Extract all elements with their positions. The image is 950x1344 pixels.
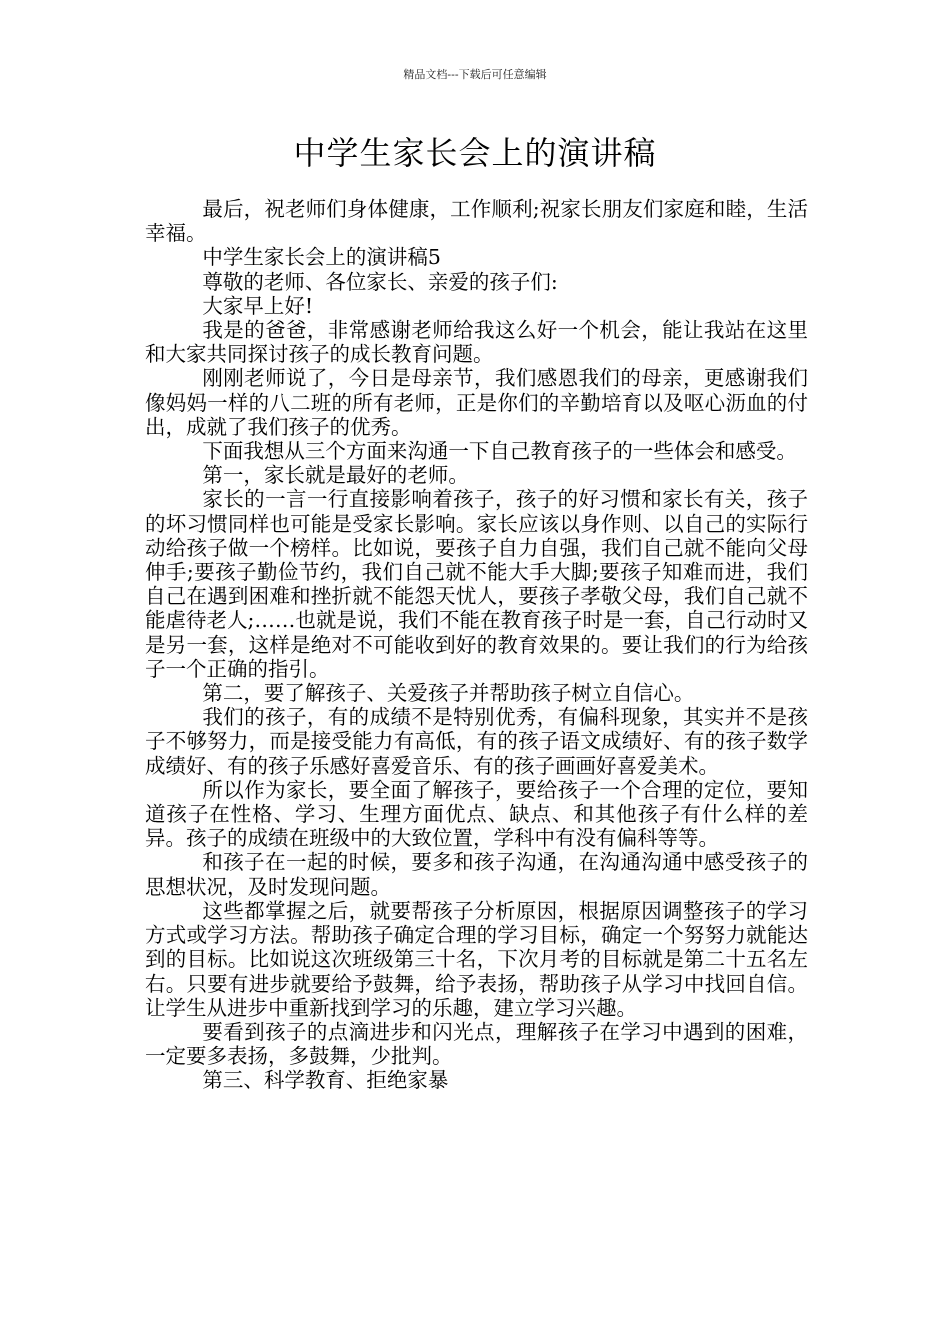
paragraph: 第三、科学教育、拒绝家暴 — [202, 1068, 449, 1093]
paragraph: 我是的爸爸，非常感谢老师给我这么好一个机会，能让我站在这里和大家共同探讨孩子的成长教育问题。 — [145, 318, 808, 367]
paragraph: 我们的孩子，有的成绩不是特别优秀，有偏科现象，其实并不是孩子不够努力，而是接受能力有高低，有的孩子语文成绩好、有的孩子数学成绩好、有的孩子乐感好喜爱音乐、有的孩子画画好喜爱美术。 — [145, 705, 808, 778]
header-note: 精品文档---下载后可任意编辑 — [403, 68, 547, 81]
paragraph: 下面我想从三个方面来沟通一下自己教育孩子的一些体会和感受。 — [202, 439, 797, 464]
paragraph: 最后，祝老师们身体健康，工作顺利;祝家长朋友们家庭和睦，生活幸福。 — [145, 197, 808, 246]
paragraph: 家长的一言一行直接影响着孩子，孩子的好习惯和家长有关，孩子的坏习惯同样也可能是受家长影响。家长应该以身作则、以自己的实际行动给孩子做一个榜样。比如说，要孩子自力自强，我们自己就不能向父母伸手;要孩子勤俭节约，我们自己就不能大手大脚;要孩子知难而进，我们自己在遇到困难和挫折就不能怨天忧人，要孩子孝敬父母，我们自己就不能虐待老人;……也就是说，我们不能在教育孩子时是一套，自己行动时又是另一套，这样是绝对不可能收到好的教育效果的。要让我们的行为给孩子一个正确的指引。 — [145, 487, 808, 681]
paragraph: 第二，要了解孩子、关爱孩子并帮助孩子树立自信心。 — [202, 681, 695, 706]
paragraph: 第一，家长就是最好的老师。 — [202, 463, 469, 488]
paragraph: 这些都掌握之后，就要帮孩子分析原因，根据原因调整孩子的学习方式或学习方法。帮助孩子确定合理的学习目标，确定一个努努力就能达到的目标。比如说这次班级第三十名，下次月考的目标就是第二十五名左右。只要有进步就要给予鼓舞，给予表扬，帮助孩子从学习中找回自信。让学生从进步中重新找到学习的乐趣，建立学习兴趣。 — [145, 898, 808, 1020]
paragraph: 大家早上好! — [202, 293, 314, 318]
paragraph: 要看到孩子的点滴进步和闪光点，理解孩子在学习中遇到的困难，一定要多表扬，多鼓舞，少批判。 — [145, 1019, 808, 1069]
paragraph: 中学生家长会上的演讲稿5 — [202, 245, 441, 270]
paragraph: 所以作为家长，要全面了解孩子，要给孩子一个合理的定位，要知道孩子在性格、学习、生理方面优点、缺点、和其他孩子有什么样的差异。孩子的成绩在班级中的大致位置，学科中有没有偏科等等。 — [145, 777, 808, 851]
paragraph: 和孩子在一起的时候，要多和孩子沟通，在沟通沟通中感受孩子的思想状况，及时发现问题。 — [145, 850, 808, 899]
paragraph: 尊敬的老师、各位家长、亲爱的孩子们: — [202, 269, 558, 294]
document-title: 中学生家长会上的演讲稿 — [293, 134, 657, 172]
paragraph: 刚刚老师说了，今日是母亲节，我们感恩我们的母亲，更感谢我们像妈妈一样的八二班的所有老师，正是你们的辛勤培育以及呕心沥血的付出，成就了我们孩子的优秀。 — [145, 366, 808, 439]
document-body — [145, 197, 808, 1093]
